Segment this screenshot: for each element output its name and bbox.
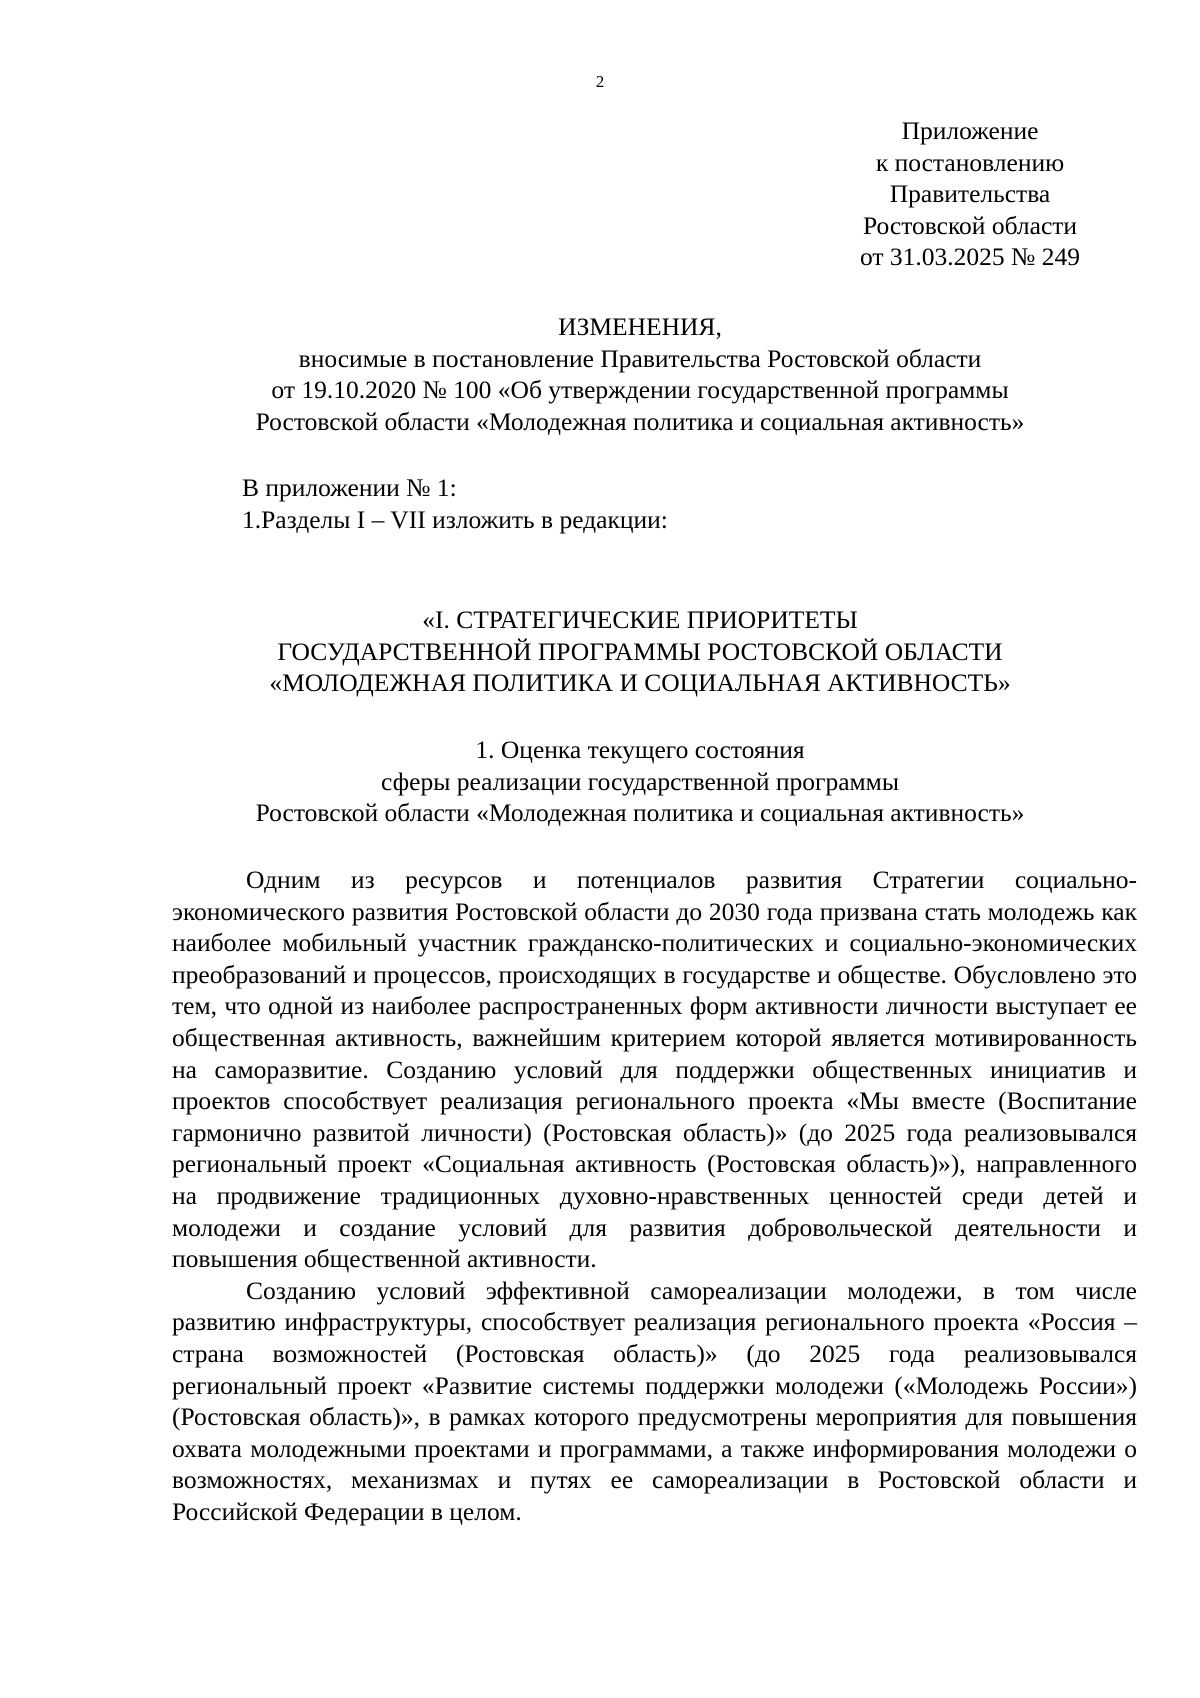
intro-line: 1.Разделы I – VII изложить в редакции: [242, 504, 668, 534]
approval-line: Приложение [901, 116, 1039, 145]
approval-stamp-block [820, 115, 1120, 273]
approval-line: Правительства [889, 179, 1051, 208]
title-line: ИЗМЕНЕНИЯ, [558, 312, 722, 341]
title-line: от 19.10.2020 № 100 «Об утверждении государственной программы [271, 375, 1009, 404]
subsection-heading-line: сферы реализации государственной программы [381, 766, 899, 796]
subsection-heading-line: Ростовской области «Молодежная политика и социальная активность» [255, 798, 1025, 827]
title-line: вносимые в постановление Правительства Ростовской области [298, 343, 982, 373]
section-heading-line: «МОЛОДЕЖНАЯ ПОЛИТИКА И СОЦИАЛЬНАЯ АКТИВНОСТЬ» [269, 668, 1011, 697]
approval-date-number: от 31.03.2025 № 249 [859, 242, 1080, 271]
intro-line: В приложении № 1: [242, 473, 457, 502]
section-heading [160, 604, 1120, 699]
title-line: Ростовской области «Молодежная политика и социальная активность» [255, 406, 1025, 436]
body-paragraph: Одним из ресурсов и потенциалов развития Стратегии социально-экономического развития Ростовской области до 2030 года призвана стать молодежь как наиболее мобильный участник гражданско-политических и социально-экономических преобразований и процессов, происходящих в государстве и обществе. Обусловлено это тем, что одной из наиболее распространенных форм активности личности выступает ее общественная активность, важнейшим критерием которой является мотивированность на саморазвитие. Созданию условий для поддержки общественных инициатив и проектов способствует реализация регионального проекта «Мы вместе (Воспитание гармонично развитой личности) (Ростовская область)» (до 2025 года реализовывался региональный проект «Социальная активность (Ростовская область)»), направленного на продвижение традиционных духовно-нравственных ценностей среди детей и молодежи и создание условий для развития добровольческой деятельности и повышения общественной активности. [172, 865, 1137, 1274]
subsection-heading [160, 734, 1120, 829]
approval-line: к постановлению [875, 147, 1065, 177]
body-paragraph: Созданию условий эффективной самореализации молодежи, в том числе развитию инфраструктуры, способствует реализация регионального проекта «Россия – страна возможностей (Ростовская область)» (до 2025 года реализовывался региональный проект «Развитие системы поддержки молодежи («Молодежь России») (Ростовская область)», в рамках которого предусмотрены мероприятия для повышения охвата молодежными проектами и программами, а также информирования молодежи о возможностях, механизмах и путях ее самореализации в Ростовской области и Российской Федерации в целом. [172, 1275, 1137, 1526]
body-text [172, 864, 1137, 1527]
document-title [160, 311, 1120, 437]
subsection-heading-line: 1. Оценка текущего состояния [475, 735, 805, 764]
approval-line: Ростовской области [862, 210, 1078, 240]
intro-block [242, 472, 1102, 535]
section-heading-line: «I. СТРАТЕГИЧЕСКИЕ ПРИОРИТЕТЫ [422, 605, 858, 634]
page-number: 2 [595, 72, 605, 91]
section-heading-line: ГОСУДАРСТВЕННОЙ ПРОГРАММЫ РОСТОВСКОЙ ОБЛАСТИ [277, 636, 1003, 666]
